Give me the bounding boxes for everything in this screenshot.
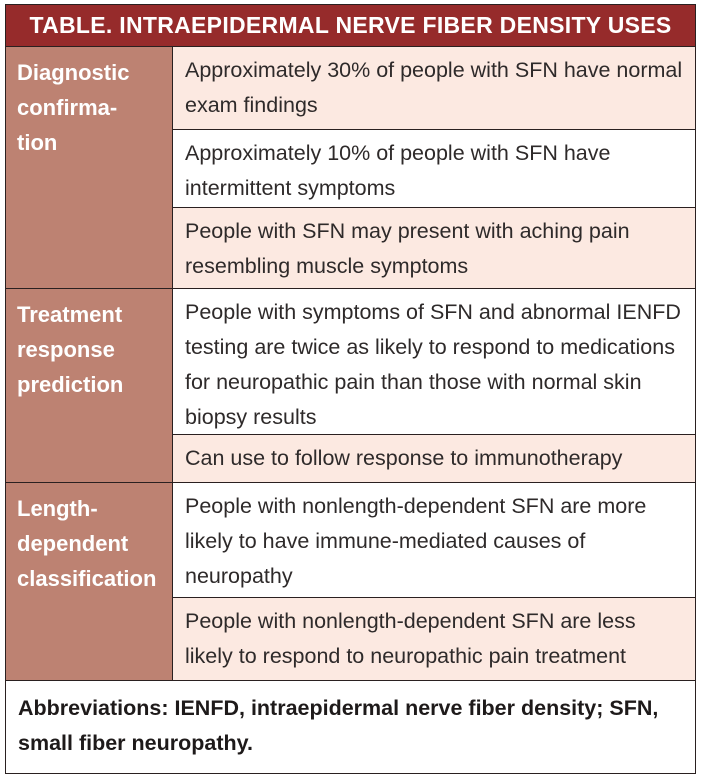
label-line: Treatment	[17, 302, 123, 327]
section-rows	[173, 47, 695, 288]
section-length-dependent-classification	[6, 483, 695, 681]
section-label	[6, 483, 173, 680]
section-treatment-response-prediction	[6, 289, 695, 483]
table-row: Can use to follow response to immunotherapy	[173, 435, 695, 482]
abbreviations-footnote: Abbreviations: IENFD, intraepidermal nerve fiber density; SFN, small fiber neuropathy.	[6, 681, 695, 773]
label-line: classification	[17, 566, 157, 591]
table-row: Approximately 10% of people with SFN have intermittent symptoms	[173, 130, 695, 208]
label-line: Length-	[17, 496, 98, 521]
label-line: tion	[17, 130, 58, 155]
label-line: response	[17, 337, 115, 362]
label-line: confirma-	[17, 95, 118, 120]
ienfd-uses-table	[5, 4, 696, 774]
section-label	[6, 289, 173, 482]
label-line: dependent	[17, 531, 129, 556]
label-line: Diagnostic	[17, 60, 130, 85]
label-line: prediction	[17, 372, 124, 397]
section-diagnostic-confirmation	[6, 47, 695, 289]
table-row: People with symptoms of SFN and abnormal IENFD testing are twice as likely to respond to medications for neuropathic pain than those with normal skin biopsy results	[173, 289, 695, 435]
section-rows	[173, 483, 695, 680]
section-label	[6, 47, 173, 288]
table-row: People with nonlength-dependent SFN are less likely to respond to neuropathic pain treatment	[173, 598, 695, 680]
table-row: People with nonlength-dependent SFN are more likely to have immune-mediated causes of neuropathy	[173, 483, 695, 598]
table-row: People with SFN may present with aching pain resembling muscle symptoms	[173, 208, 695, 288]
table-title: TABLE. INTRAEPIDERMAL NERVE FIBER DENSITY USES	[6, 5, 695, 47]
table-row: Approximately 30% of people with SFN have normal exam findings	[173, 47, 695, 130]
section-rows	[173, 289, 695, 482]
